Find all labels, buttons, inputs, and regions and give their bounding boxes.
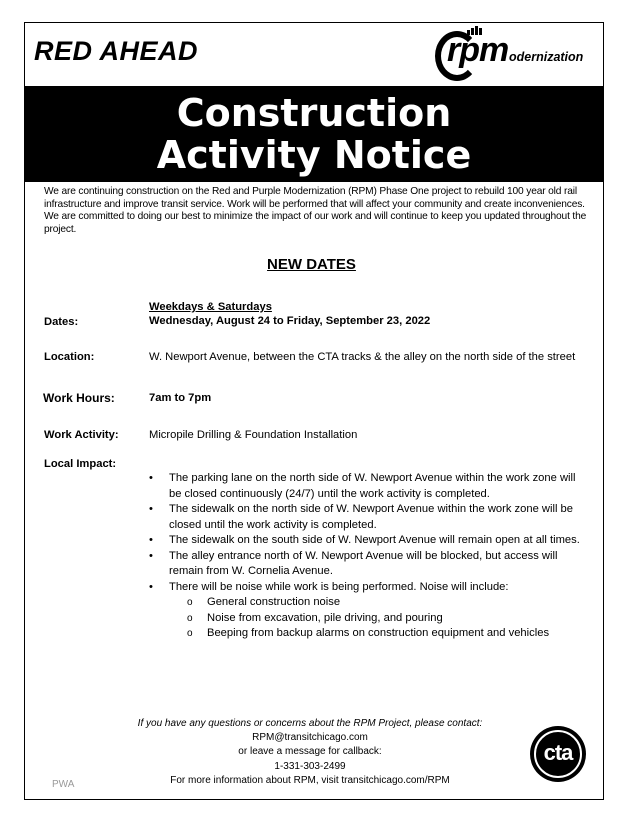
impact-list (149, 471, 589, 642)
bullet-icon: • (149, 580, 153, 593)
circle-bullet-icon: o (187, 612, 193, 624)
activity-value: Micropile Drilling & Foundation Installation (149, 429, 358, 441)
dates-value (149, 301, 589, 328)
cta-logo (530, 726, 586, 782)
impact-label: Local Impact: (44, 458, 117, 470)
list-item: • The sidewalk on the south side of W. Newport Avenue will remain open at all times. (149, 533, 589, 549)
circle-bullet-icon: o (187, 597, 193, 608)
location-value: W. Newport Avenue, between the CTA tracks & the alley on the north side of the street (149, 351, 576, 363)
rpm-modernization-logo (433, 25, 593, 85)
intro-paragraph: We are continuing construction on the Red and Purple Modernization (RPM) Phase One project to rebuild 100 year old rail infrastructure and improve transit service. Work will be performed that will affect your community and create inconveniences. We are committed to doing our best to minimize the impact of our work and will continue to keep you updated throughout the project. (44, 186, 587, 235)
list-item: • The alley entrance north of W. Newport Avenue will be blocked, but access will remain from W. Cornelia Avenue. (149, 549, 558, 577)
location-label: Location: (44, 351, 95, 363)
bullet-icon: • (149, 534, 153, 546)
dates-range: Wednesday, August 24 to Friday, September 23, 2022 (149, 314, 431, 327)
sub-list-item: o Noise from excavation, pile driving, and pouring (169, 611, 589, 627)
cta-logo-text: cta (543, 740, 573, 765)
activity-label: Work Activity: (44, 429, 119, 441)
dates-label: Dates: (44, 316, 79, 328)
list-item: • There will be noise while work is being performed. Noise will include: o General construction noise o Noise from excavation, pile driving, and pouring o Beeping from backup alarms on construction equipment and vehicles (149, 580, 589, 642)
schedule-heading: Weekdays & Saturdays (149, 301, 272, 313)
circle-bullet-icon: o (187, 628, 193, 639)
more-info: For more information about RPM, visit transitchicago.com/RPM (170, 774, 450, 786)
contact-phone: 1-331-303-2499 (274, 760, 346, 772)
list-item: • The parking lane on the north side of W. Newport Avenue within the work zone will be closed continuously (24/7) until the work activity is completed. (149, 472, 576, 500)
hours-label: Work Hours: (43, 391, 115, 405)
rpm-logo-text: rpm (447, 31, 509, 69)
list-item: • The sidewalk on the north side of W. Newport Avenue within the work zone will be closed until the work activity is completed. (149, 503, 573, 531)
contact-callback: or leave a message for callback: (238, 746, 382, 758)
modernization-logo-text: odernization (509, 50, 584, 64)
contact-block (90, 717, 530, 788)
section-title: NEW DATES (267, 256, 356, 273)
title-banner (24, 86, 604, 182)
sub-list-item: o Beeping from backup alarms on construction equipment and vehicles (169, 626, 589, 642)
title-line-1: Construction (176, 91, 452, 135)
contact-question: If you have any questions or concerns about the RPM Project, please contact: (137, 718, 483, 729)
sub-list-item: o General construction noise (169, 595, 589, 611)
hours-value: 7am to 7pm (149, 392, 212, 404)
bullet-icon: • (149, 503, 153, 515)
noise-sublist (169, 595, 589, 642)
red-ahead-logo: RED AHEAD (34, 36, 199, 66)
contact-email: RPM@transitchicago.com (252, 732, 368, 744)
bullet-icon: • (149, 472, 153, 484)
document-code: PWA (52, 779, 75, 790)
title-line-2: Activity Notice (156, 133, 472, 177)
bullet-icon: • (149, 549, 153, 562)
